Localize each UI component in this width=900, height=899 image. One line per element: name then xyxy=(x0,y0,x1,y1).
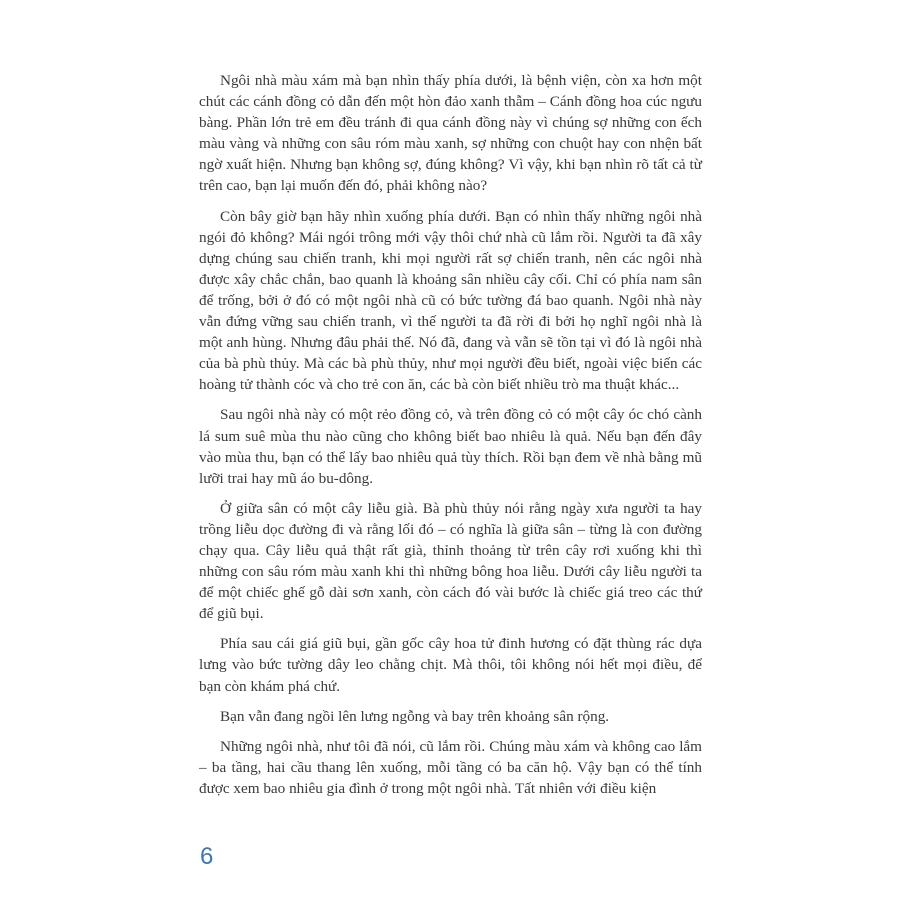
paragraph: Ở giữa sân có một cây liễu già. Bà phù thủy nói rằng ngày xưa người ta hay trồng liễu dọc đường đi và rằng lối đó – có nghĩa là giữa sân – từng là con đường chạy qua. Cây liễu quả thật rất già, thỉnh thoảng từ trên cây rơi xuống khi thì những con sâu róm màu xanh khi thì những bông hoa liễu. Dưới cây liễu người ta để một chiếc ghế gỗ dài sơn xanh, còn cách đó vài bước là chiếc giá treo các thứ để giũ bụi. xyxy=(199,499,702,623)
paragraph: Phía sau cái giá giũ bụi, gần gốc cây hoa tử đinh hương có đặt thùng rác dựa lưng vào bức tường dây leo chằng chịt. Mà thôi, tôi không nói hết mọi điều, để bạn còn khám phá chứ. xyxy=(199,635,702,695)
page-number: 6 xyxy=(200,843,214,870)
page-body-text xyxy=(199,70,702,808)
paragraph: Những ngôi nhà, như tôi đã nói, cũ lắm rồi. Chúng màu xám và không cao lắm – ba tầng, hai cầu thang lên xuống, mỗi tầng có ba căn hộ. Vậy bạn có thể tính được xem bao nhiêu gia đình ở trong một ngôi nhà. Tất nhiên với điều kiện xyxy=(199,737,702,797)
paragraph: Bạn vẫn đang ngồi lên lưng ngỗng và bay trên khoảng sân rộng. xyxy=(220,707,610,725)
paragraph: Ngôi nhà màu xám mà bạn nhìn thấy phía dưới, là bệnh viện, còn xa hơn một chút các cánh đồng cỏ dẫn đến một hòn đảo xanh thẫm – Cánh đồng hoa cúc ngưu bàng. Phần lớn trẻ em đều tránh đi qua cánh đồng này vì chúng sợ những con ếch màu vàng và những con sâu róm màu xanh, sợ những con chuột hay con nhện bất ngờ xuất hiện. Nhưng bạn không sợ, đúng không? Vì vậy, khi bạn nhìn rõ tất cả từ trên cao, bạn lại muốn đến đó, phải không nào? xyxy=(199,72,702,195)
paragraph: Còn bây giờ bạn hãy nhìn xuống phía dưới. Bạn có nhìn thấy những ngôi nhà ngói đỏ không? Mái ngói trông mới vậy thôi chứ nhà cũ lắm rồi. Người ta đã xây dựng chúng sau chiến tranh, khi mọi người rất sợ chiến tranh, nên các ngôi nhà được xây chắc chắn, bao quanh là khoảng sân nhiều cây cối. Chỉ có phía nam sân để trống, bởi ở đó có một ngôi nhà cũ có bức tường đá bao quanh. Ngôi nhà này vẫn đứng vững sau chiến tranh, vì thế người ta đã rời đi bởi họ nghĩ ngôi nhà là một anh hùng. Nhưng đâu phải thế. Nó đã, đang và vẫn sẽ tồn tại vì đó là ngôi nhà của bà phù thủy. Mà các bà phù thủy, như mọi người đều biết, ngoài việc biến các hoàng tử thành cóc và cho trẻ con ăn, các bà còn biết nhiều trò ma thuật khác... xyxy=(199,207,702,394)
paragraph: Sau ngôi nhà này có một rẻo đồng cỏ, và trên đồng cỏ có một cây óc chó cành lá sum suê mùa thu nào cũng cho không biết bao nhiêu là quả. Nếu bạn đến đây vào mùa thu, bạn có thể lấy bao nhiêu quả tùy thích. Rồi bạn đem về nhà bằng mũ lưỡi trai hay mũ áo bu-dông. xyxy=(199,406,702,487)
